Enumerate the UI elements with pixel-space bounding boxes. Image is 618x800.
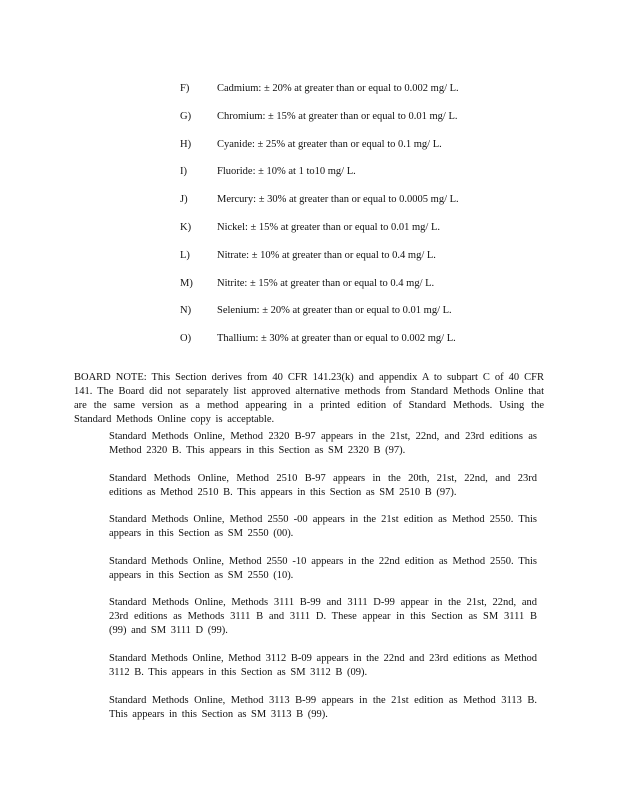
requirement-letter: O)	[180, 333, 192, 345]
requirement-letter: H)	[180, 138, 192, 150]
method-reference: Standard Methods Online, Method 2510 B-97 appears in the 20th, 21st, 22nd, and 23rd editions as Method 2510 B. This appears in this Section as SM 2510 B (97).	[109, 472, 537, 498]
requirement-item	[180, 221, 580, 249]
method-reference: Standard Methods Online, Method 2550 -10 appears in the 22nd edition as Method 2550. This appears in this Section as SM 2550 (10).	[109, 555, 537, 581]
method-references	[109, 430, 537, 735]
requirement-letter: G)	[180, 110, 192, 122]
requirement-letter: J)	[180, 194, 188, 206]
requirement-item	[180, 110, 580, 138]
requirement-text: Fluoride: ± 10% at 1 to10 mg/ L.	[217, 166, 356, 178]
requirement-letter: N)	[180, 305, 192, 317]
requirement-item	[180, 165, 580, 193]
requirement-text: Nitrite: ± 15% at greater than or equal to 0.4 mg/ L.	[217, 277, 435, 289]
method-reference: Standard Methods Online, Method 3112 B-09 appears in the 22nd and 23rd editions as Method 3112 B. This appears in this Section as SM 3112 B (09).	[109, 652, 537, 678]
method-reference: Standard Methods Online, Methods 3111 B-99 and 3111 D-99 appear in the 21st, 22nd, and 23rd editions as Methods 3111 B and 3111 D. These appear in this Section as SM 3111 B (99) and SM 3111 D (99).	[109, 597, 537, 637]
board-note: BOARD NOTE: This Section derives from 40 CFR 141.23(k) and appendix A to subpart C of 40 CFR 141. The Board did not separately list approved alternative methods from Standard Methods Online that are the same version as a method appearing in a printed edition of Standard Methods. Using the Standard Methods Online copy is acceptable.	[74, 371, 544, 425]
requirement-letter: F)	[180, 83, 190, 94]
requirement-item	[180, 249, 580, 277]
requirement-text: Thallium: ± 30% at greater than or equal to 0.002 mg/ L.	[217, 333, 456, 345]
method-reference: Standard Methods Online, Method 2550 -00 appears in the 21st edition as Method 2550. This appears in this Section as SM 2550 (00).	[109, 514, 537, 540]
requirements-list	[180, 82, 580, 360]
requirement-text: Nitrate: ± 10% at greater than or equal to 0.4 mg/ L.	[217, 249, 436, 261]
requirement-item	[180, 332, 580, 360]
requirement-text: Selenium: ± 20% at greater than or equal to 0.01 mg/ L.	[217, 305, 452, 317]
method-reference: Standard Methods Online, Method 2320 B-97 appears in the 21st, 22nd, and 23rd editions as Method 2320 B. This appears in this Section as SM 2320 B (97).	[109, 431, 537, 456]
requirement-item	[180, 193, 580, 221]
requirement-text: Nickel: ± 15% at greater than or equal to 0.01 mg/ L.	[217, 221, 440, 233]
requirement-item	[180, 304, 580, 332]
requirement-text: Mercury: ± 30% at greater than or equal to 0.0005 mg/ L.	[217, 194, 459, 206]
requirement-letter: K)	[180, 221, 192, 233]
requirement-letter: L)	[180, 249, 190, 261]
requirement-item	[180, 277, 580, 305]
requirement-item	[180, 82, 580, 110]
requirement-item	[180, 138, 580, 166]
requirement-text: Cyanide: ± 25% at greater than or equal to 0.1 mg/ L.	[217, 138, 442, 150]
requirement-text: Cadmium: ± 20% at greater than or equal to 0.002 mg/ L.	[217, 83, 459, 94]
requirement-text: Chromium: ± 15% at greater than or equal to 0.01 mg/ L.	[217, 110, 458, 122]
requirement-letter: I)	[180, 166, 187, 178]
requirement-letter: M)	[180, 277, 193, 289]
method-reference: Standard Methods Online, Method 3113 B-99 appears in the 21st edition as Method 3113 B. This appears in this Section as SM 3113 B (99).	[109, 694, 537, 720]
